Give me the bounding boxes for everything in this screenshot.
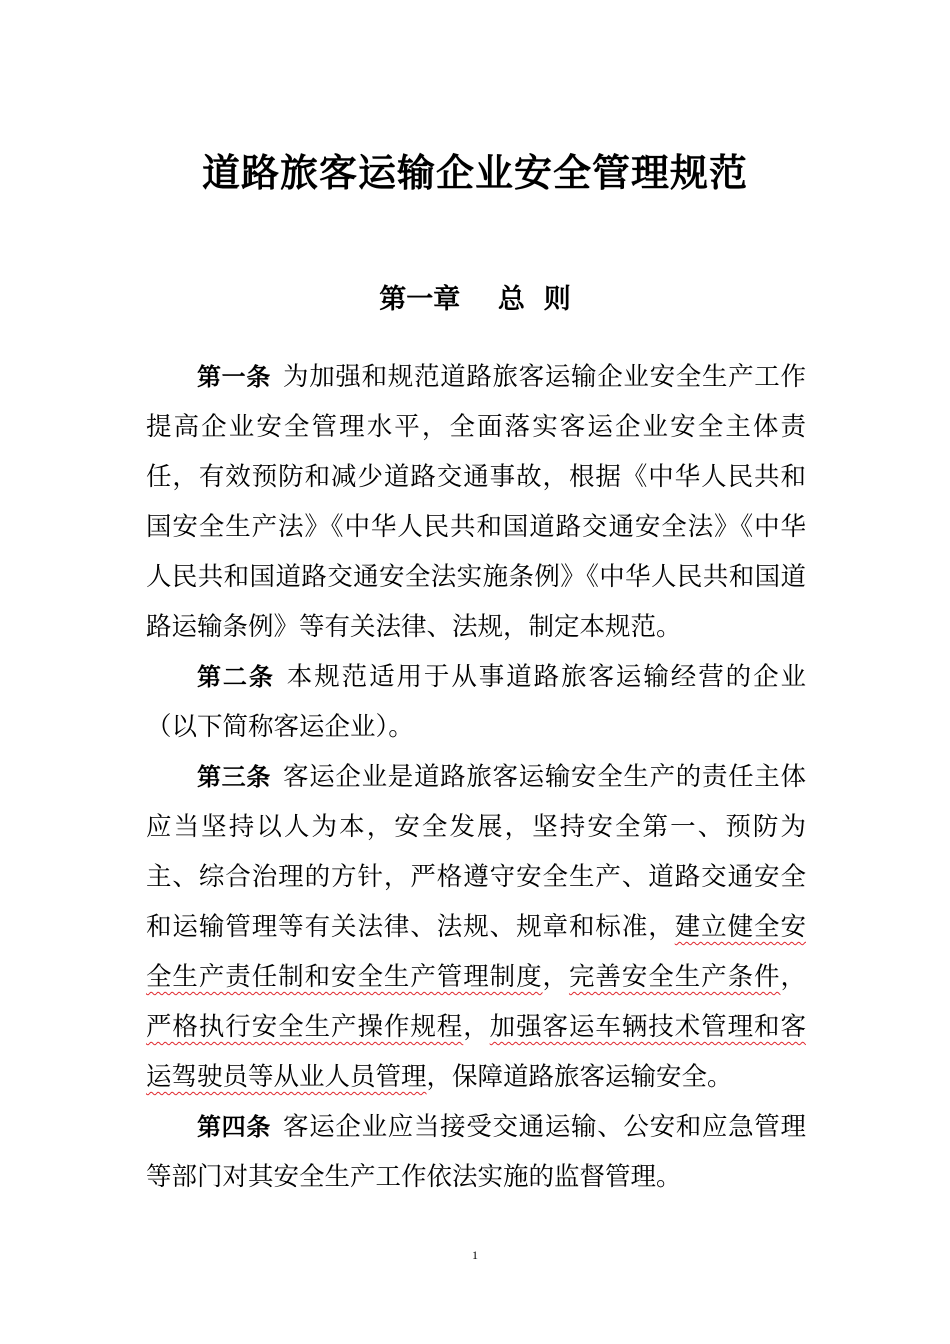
- document-body: [146, 352, 806, 1202]
- article-label: 第三条: [197, 763, 272, 791]
- article-text: 本规范适用于从事道路旅客运输经营的企业（以下简称客运企业）。: [146, 662, 806, 742]
- flagged-phrase[interactable]: 严格执行安全生产操作规程: [146, 1012, 464, 1042]
- page-number: 1: [472, 1248, 478, 1262]
- article-text: 客运企业应当接受交通运输、公安和应急管理等部门对其安全生产工作依法实施的监督管理。: [146, 1112, 806, 1192]
- article-text: ，: [463, 1012, 490, 1042]
- article-text: ，: [780, 962, 806, 992]
- document-title: 道路旅客运输企业安全管理规范: [201, 150, 748, 195]
- article-text: 客运企业是道路旅客运输安全生产的责任主体应当坚持以人为本，安全发展，坚持安全第一、预防为主、综合治理的方针，严格遵守安全生产、道路交通安全和运输管理等有关法律、法规、规章和标准，: [146, 762, 806, 942]
- article-4: [146, 1102, 806, 1202]
- article-label: 第四条: [197, 1113, 272, 1141]
- article-1: [146, 352, 806, 652]
- article-text: 为加强和规范道路旅客运输企业安全生产工作提高企业安全管理水平，全面落实客运企业安全主体责任，有效预防和减少道路交通事故，根据《中华人民共和国安全生产法》《中华人民共和国道路交通安全法》《中华人民共和国道路交通安全法实施条例》《中华人民共和国道路运输条例》等有关法律、法规，制定本规范。: [146, 362, 806, 642]
- flagged-phrase[interactable]: 加强客运车辆技术管理和客运驾驶员等从业人员管理: [146, 1012, 806, 1092]
- chapter-heading: 第一章 总 则: [379, 284, 571, 315]
- article-3: [146, 752, 806, 1102]
- article-2: [146, 652, 806, 752]
- article-text: ，: [542, 962, 569, 992]
- flagged-phrase[interactable]: 建立健全安全生产责任制和安全生产管理制度: [146, 912, 806, 992]
- flagged-phrase[interactable]: 完善安全生产条件: [568, 962, 781, 992]
- article-text: ，保障道路旅客运输安全。: [426, 1062, 733, 1092]
- article-label: 第二条: [197, 663, 275, 691]
- article-label: 第一条: [197, 363, 272, 391]
